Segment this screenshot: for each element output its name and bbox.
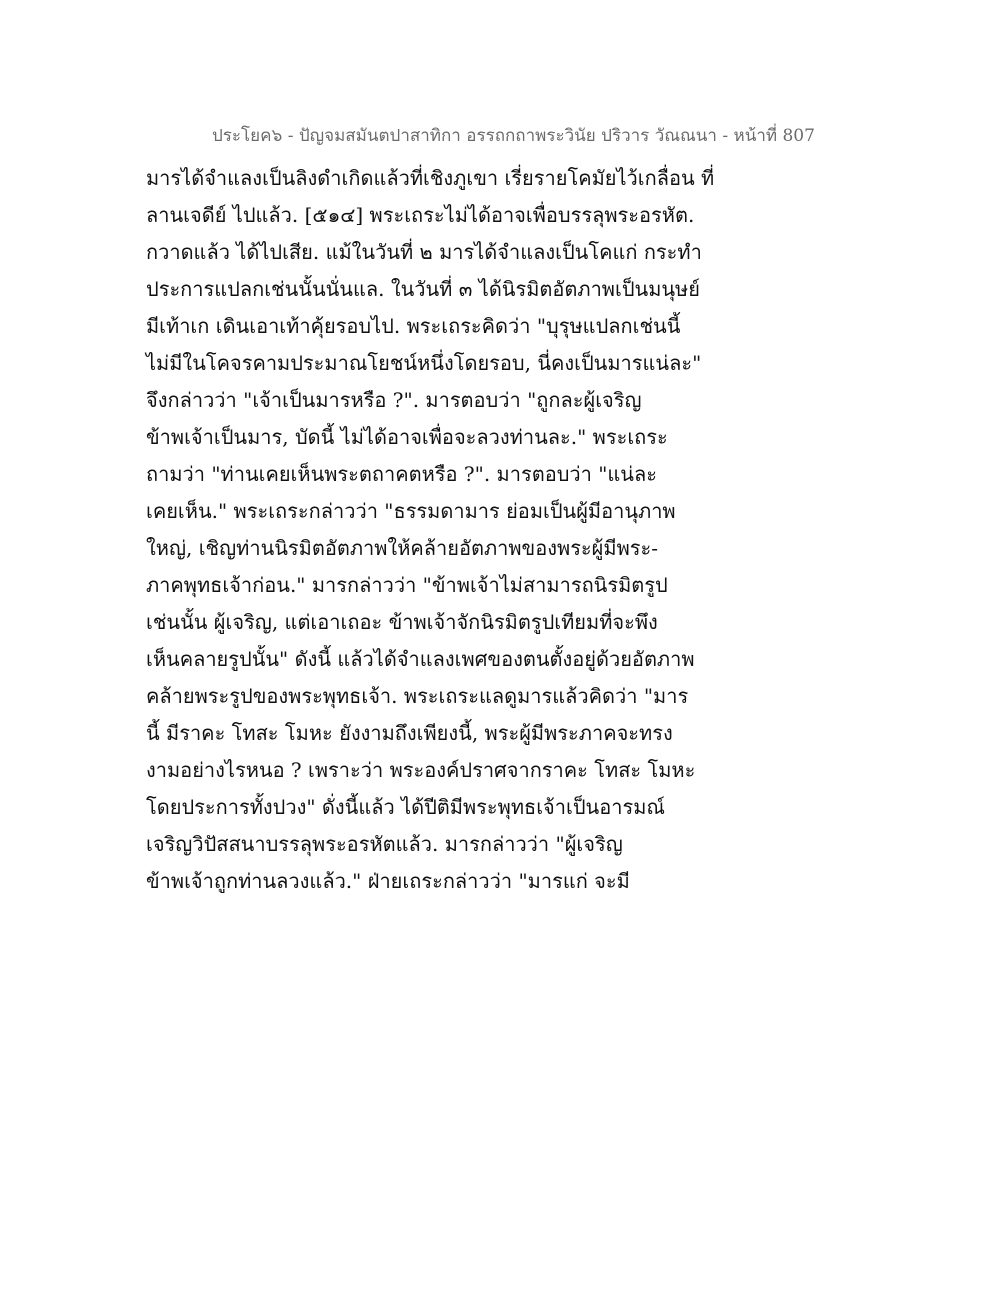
text-line: ข้าพเจ้าเป็นมาร, บัดนี้ ไม่ได้อาจเพื่อจะลวงท่านละ." พระเถระ [146,425,668,449]
text-line: ไม่มีในโคจรคามประมาณโยชน์หนึ่งโดยรอบ, นี่คงเป็นมารแน่ละ" [146,351,702,375]
text-line: เจริญวิปัสสนาบรรลุพระอรหัตแล้ว. มารกล่าวว่า "ผู้เจริญ [146,832,623,856]
text-line: กวาดแล้ว ได้ไปเสีย. แม้ในวันที่ ๒ มารได้จำแลงเป็นโคแก่ กระทำ [146,240,702,264]
text-line: มารได้จำแลงเป็นลิงดำเกิดแล้วที่เชิงภูเขา เรี่ยรายโคมัยไว้เกลื่อน ที่ [146,166,715,190]
text-line: งามอย่างไรหนอ ? เพราะว่า พระองค์ปราศจากราคะ โทสะ โมหะ [146,758,696,782]
text-line: ลานเจดีย์ ไปแล้ว. [๕๑๔] พระเถระไม่ได้อาจเพื่อบรรลุพระอรหัต. [146,203,695,227]
text-line: คล้ายพระรูปของพระพุทธเจ้า. พระเถระแลดูมารแล้วคิดว่า "มาร [146,684,689,708]
text-line: ข้าพเจ้าถูกท่านลวงแล้ว." ฝ่ายเถระกล่าวว่า "มารแก่ จะมี [146,869,630,893]
text-line: โดยประการทั้งปวง" ดั่งนี้แล้ว ได้ปีติมีพระพุทธเจ้าเป็นอารมณ์ [146,795,665,819]
text-line: ประการแปลกเช่นนั้นนั่นแล. ในวันที่ ๓ ได้นิรมิตอัตภาพเป็นมนุษย์ [146,277,700,301]
text-line: นี้ มีราคะ โทสะ โมหะ ยังงามถึงเพียงนี้, พระผู้มีพระภาคจะทรง [146,721,673,745]
page-body-text [146,160,715,900]
running-header: ประโยค๖ - ปัญจมสมันตปาสาทิกา อรรถกถาพระวินัย ปริวาร วัณณนา - หน้าที่ 807 [212,126,815,146]
text-line: เช่นนั้น ผู้เจริญ, แต่เอาเถอะ ข้าพเจ้าจักนิรมิตรูปเทียมที่จะพึง [146,610,658,634]
text-line: มีเท้าเก เดินเอาเท้าคุ้ยรอบไป. พระเถระคิดว่า "บุรุษแปลกเช่นนี้ [146,314,681,338]
text-line: ภาคพุทธเจ้าก่อน." มารกล่าวว่า "ข้าพเจ้าไม่สามารถนิรมิตรูป [146,573,668,597]
text-line: ใหญ่, เชิญท่านนิรมิตอัตภาพให้คล้ายอัตภาพของพระผู้มีพระ- [146,536,659,560]
text-line: เคยเห็น." พระเถระกล่าวว่า "ธรรมดามาร ย่อมเป็นผู้มีอานุภาพ [146,499,676,523]
text-line: จึงกล่าวว่า "เจ้าเป็นมารหรือ ?". มารตอบว่า "ถูกละผู้เจริญ [146,388,642,412]
text-line: ถามว่า "ท่านเคยเห็นพระตถาคตหรือ ?". มารตอบว่า "แน่ละ [146,462,657,486]
text-line: เห็นคลายรูปนั้น" ดังนี้ แล้วได้จำแลงเพศของตนตั้งอยู่ด้วยอัตภาพ [146,647,695,671]
